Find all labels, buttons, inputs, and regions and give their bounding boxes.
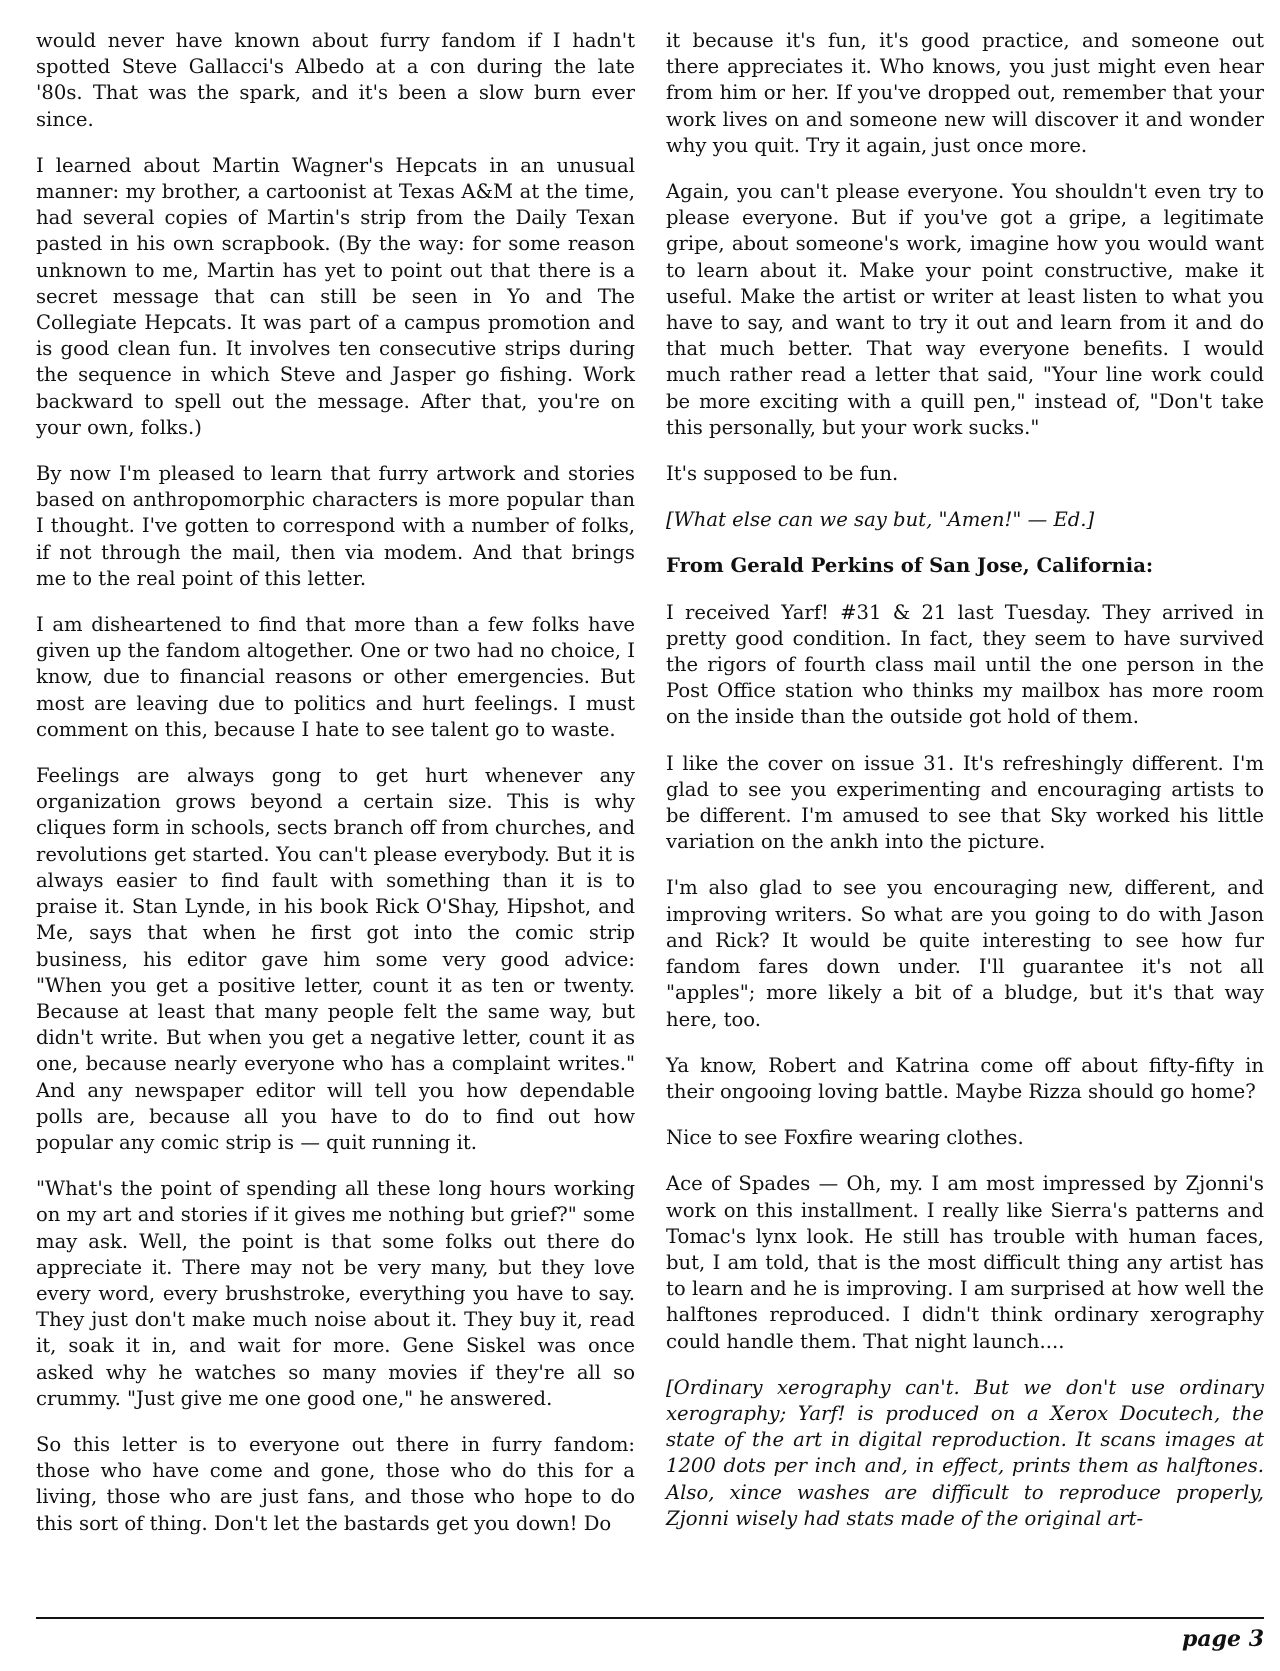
footer-rule — [36, 1617, 1264, 1619]
paragraph: So this letter is to everyone out there in furry fandom: those who have come and gone, those who do this for a living, those who are just fans, and those who hope to do this sort of thing. Don't let the bastards get you down! Do — [36, 1432, 635, 1535]
paragraph: I learned about Martin Wagner's Hepcats in an unusual manner: my brother, a cartoonist at Texas A&M at the time, had several copies of Martin's strip from the Daily Texan pasted in his own scrapbook. (By the way: for some reason unknown to me, Martin has yet to point out that there is a secret message that can still be seen in Yo and The Collegiate Hepcats. It was part of a campus promotion and is good clean fun. It involves ten consecutive strips during the sequence in which Steve and Jasper go fishing. Work backward to spell out the message. After that, you're on your own, folks.) — [36, 153, 635, 439]
paragraph: By now I'm pleased to learn that furry artwork and stories based on anthropomorphic characters is more popular than I thought. I've gotten to correspond with a number of folks, if not through the mail, then via modem. And that brings me to the real point of this letter. — [36, 462, 635, 590]
paragraph: I am disheartened to find that more than a few folks have given up the fandom altogether. One or two had no choice, I know, due to financial reasons or other emergencies. But most are leaving due to politics and hurt feelings. I must comment on this, because I hate to see talent go to waste. — [36, 613, 635, 741]
paragraph: I like the cover on issue 31. It's refreshingly different. I'm glad to see you experimenting and encouraging artists to be different. I'm amused to see that Sky worked his little variation on the ankh into the picture. — [666, 751, 1264, 854]
letter-heading: From Gerald Perkins of San Jose, California: — [666, 554, 1154, 578]
paragraph: would never have known about furry fandom if I hadn't spotted Steve Gallacci's Albedo at a con during the late '80s. That was the spark, and it's been a slow burn ever since. — [36, 29, 635, 131]
paragraph: Feelings are always gong to get hurt whenever any organization grows beyond a certain size. This is why cliques form in schools, sects branch off from churches, and revolutions get started. You can't please everybody. But it is always easier to find fault with something than it is to praise it. Stan Lynde, in his book Rick O'Shay, Hipshot, and Me, says that when he first got into the comic strip business, his editor gave him some very good advice: "When you get a positive letter, count it as ten or twenty. Because at least that many people felt the same way, but didn't write. But when you get a negative letter, count it as one, because nearly everyone who has a complaint writes." And any newspaper editor will tell you how dependable polls are, because all you have to do to find out how popular any comic strip is — quit running it. — [36, 764, 636, 1154]
paragraph: I'm also glad to see you encouraging new, different, and improving writers. So what are you going to do with Jason and Rick? It would be quite interesting to see how fur fandom fares down under. I'll guarantee it's not all "apples"; more likely a bit of a bludge, but it's that way here, too. — [666, 876, 1264, 1031]
page-number: page 3 — [1182, 1626, 1264, 1652]
paragraph: It's supposed to be fun. — [666, 462, 899, 486]
paragraph: I received Yarf! #31 & 21 last Tuesday. They arrived in pretty good condition. In fact, they seem to have survived the rigors of fourth class mail until the one person in the Post Office station who thinks my mailbox has more room on the inside than the outside got hold of them. — [666, 600, 1264, 729]
editor-note: [Ordinary xerography can't. But we don't use ordinary xerography; Yarf! is produced on a Xerox Docutech, the state of the art in digital reproduction. It scans images at 1200 dots per inch and, in effect, prints them as halftones. Also, xince washes are difficult to reproduce properly, Zjonni wisely had stats made of the original art- — [666, 1375, 1264, 1530]
right-column — [666, 28, 1264, 1552]
left-column — [36, 28, 635, 1557]
paragraph: Ace of Spades — Oh, my. I am most impressed by Zjonni's work on this installment. I really like Sierra's patterns and Tomac's lynx look. He still has trouble with human faces, but, I am told, that is the most difficult thing any artist has to learn and he is improving. I am surprised at how well the halftones reproduced. I didn't think ordinary xerography could handle them. That night launch.... — [666, 1172, 1264, 1353]
paragraph: Nice to see Foxfire wearing clothes. — [666, 1126, 1024, 1150]
paragraph: "What's the point of spending all these long hours working on my art and stories if it gives me nothing but grief?" some may ask. Well, the point is that some folks out there do appreciate it. There may not be very many, but they love every word, every brushstroke, everything you have to say. They just don't make much noise about it. They buy it, read it, soak it in, and wait for more. Gene Siskel was once asked why he watches so many movies if they're all so crummy. "Just give me one good one," he answered. — [36, 1177, 635, 1410]
paragraph: Ya know, Robert and Katrina come off about fifty-fifty in their ongooing loving battle. Maybe Rizza should go home? — [666, 1053, 1264, 1103]
paragraph: it because it's fun, it's good practice, and someone out there appreciates it. Who knows, you just might even hear from him or her. If you've dropped out, remember that your work lives on and someone new will discover it and wonder why you quit. Try it again, just once more. — [666, 29, 1264, 157]
paragraph: Again, you can't please everyone. You shouldn't even try to please everyone. But if you've got a gripe, a legitimate gripe, about someone's work, imagine how you would want to learn about it. Make your point constructive, make it useful. Make the artist or writer at least listen to what you have to say, and want to try it out and learn from it and do that much better. That way everyone benefits. I would much rather read a letter that said, "Your line work could be more exciting with a quill pen," instead of, "Don't take this personally, but your work sucks." — [666, 180, 1264, 439]
editor-note: [What else can we say but, "Amen!" — Ed.] — [666, 508, 1095, 532]
